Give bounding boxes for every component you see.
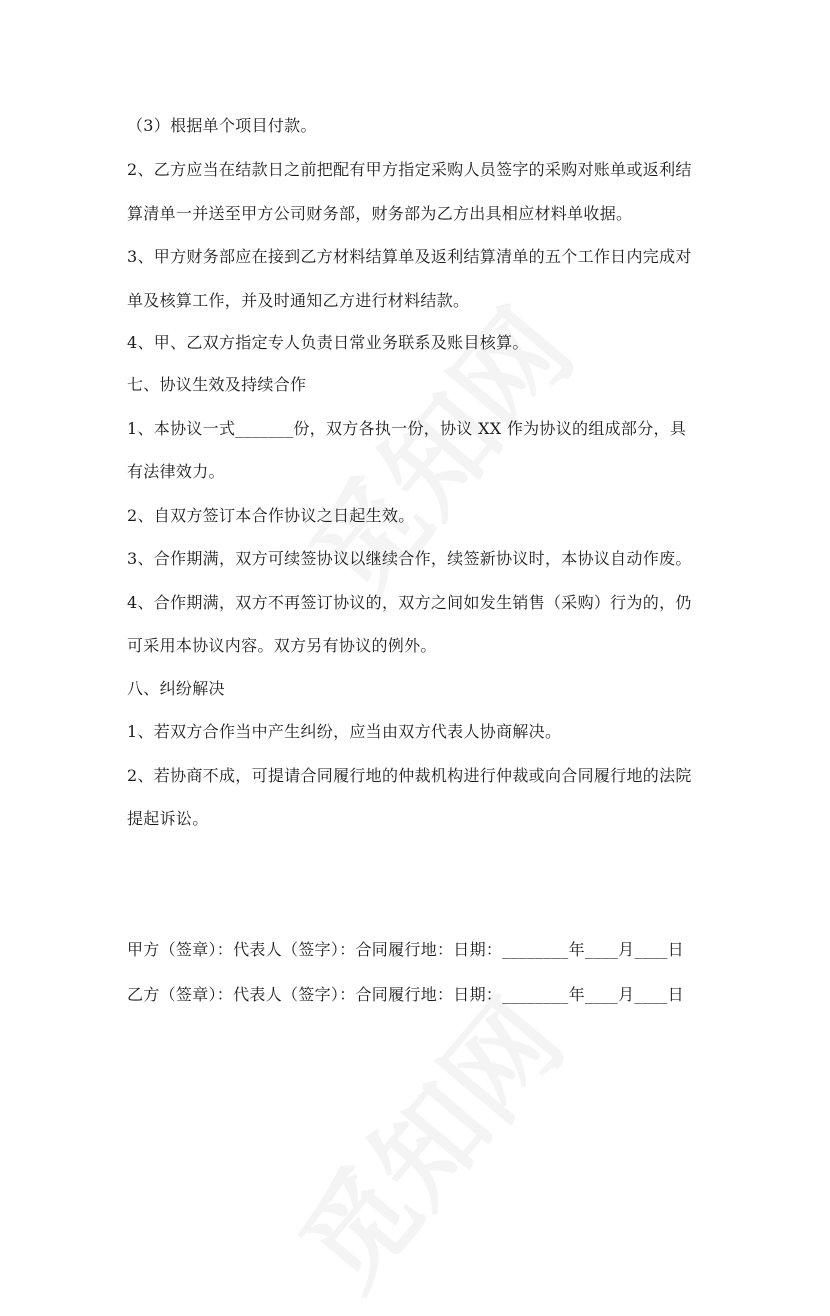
signature-party-a: 甲方（签章）：代表人（签字）：合同履行地：日期：________年____月____日 bbox=[127, 940, 684, 959]
signature-party-b: 乙方（签章）：代表人（签字）：合同履行地：日期：________年____月____日 bbox=[127, 985, 684, 1004]
section-8-clause-1: 1、若双方合作当中产生纠纷，应当由双方代表人协商解决。 bbox=[127, 722, 562, 741]
clause-2-line-1: 2、乙方应当在结款日之前把配有甲方指定采购人员签字的采购对账单或返利结 bbox=[127, 160, 692, 179]
section-7-clause-2: 2、自双方签订本合作协议之日起生效。 bbox=[127, 506, 415, 525]
watermark-bottom bbox=[258, 962, 591, 1316]
section-7-clause-1-line-1: 1、本协议一式_______份，双方各执一份，协议 XX 作为协议的组成部分，具 bbox=[127, 419, 687, 438]
clause-3-line-2: 单及核算工作，并及时通知乙方进行材料结款。 bbox=[127, 291, 470, 310]
section-8-clause-2-line-2: 提起诉讼。 bbox=[127, 809, 209, 828]
watermark bbox=[268, 272, 601, 626]
section-7-heading: 七、协议生效及持续合作 bbox=[127, 375, 307, 394]
section-8-clause-2-line-1: 2、若协商不成，可提请合同履行地的仲裁机构进行仲裁或向合同履行地的法院 bbox=[127, 766, 692, 785]
section-7-clause-3: 3、合作期满，双方可续签协议以继续合作，续签新协议时，本协议自动作废。 bbox=[127, 549, 692, 568]
section-7-clause-4-line-2: 可采用本协议内容。双方另有协议的例外。 bbox=[127, 636, 437, 655]
clause-4: 4、甲、乙双方指定专人负责日常业务联系及账目核算。 bbox=[127, 333, 529, 352]
section-7-clause-4-line-1: 4、合作期满，双方不再签订协议的，双方之间如发生销售（采购）行为的，仍 bbox=[127, 593, 692, 612]
clause-2-line-2: 算清单一并送至甲方公司财务部，财务部为乙方出具相应材料单收据。 bbox=[127, 204, 633, 223]
section-8-heading: 八、纠纷解决 bbox=[127, 679, 225, 698]
clause-payment-per-project: （3）根据单个项目付款。 bbox=[127, 116, 317, 135]
section-7-clause-1-line-2: 有法律效力。 bbox=[127, 462, 225, 481]
clause-3-line-1: 3、甲方财务部应在接到乙方材料结算单及返利结算清单的五个工作日内完成对 bbox=[127, 247, 692, 266]
